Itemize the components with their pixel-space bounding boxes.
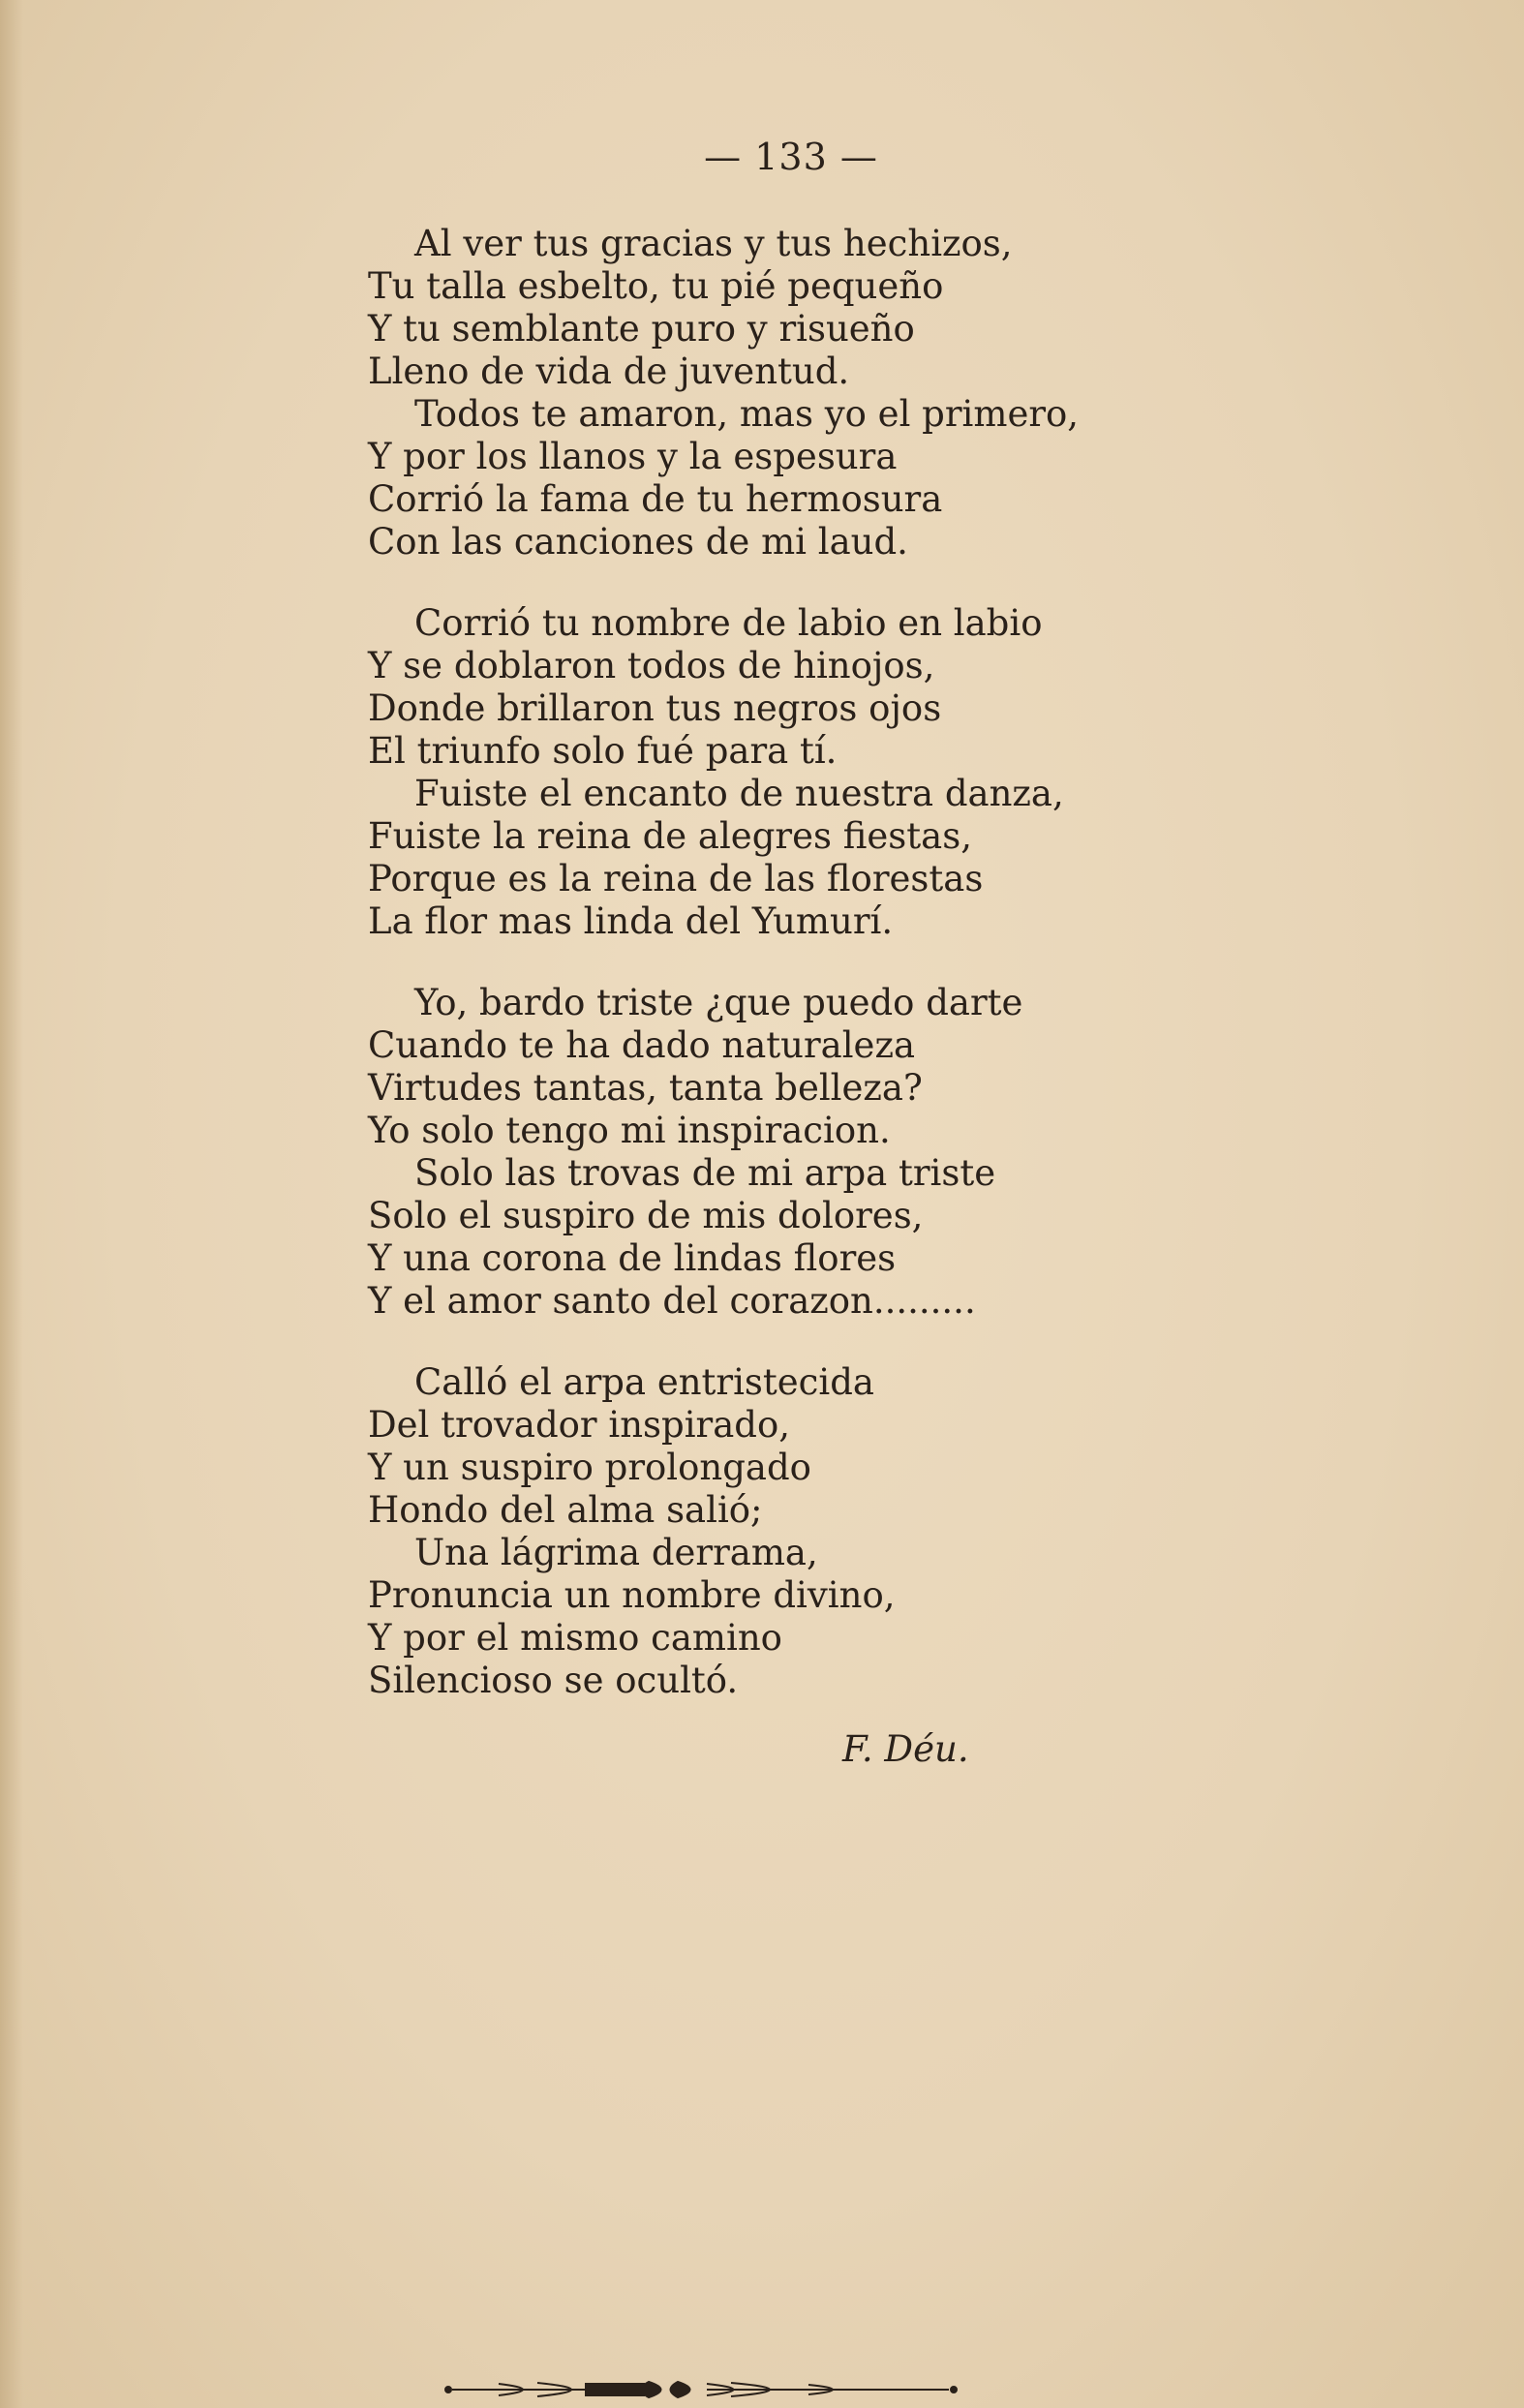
poem-line: Fuiste la reina de alegres fiestas, (368, 815, 972, 857)
poem-line: Y un suspiro prolongado (368, 1447, 811, 1488)
poem-line: Solo el suspiro de mis dolores, (368, 1195, 924, 1236)
stanza (368, 602, 1143, 943)
poem-line: Todos te amaron, mas yo el primero, (414, 393, 1080, 435)
author-signature: F. Déu. (842, 1728, 969, 1770)
poem-line: La flor mas linda del Yumurí. (368, 900, 894, 942)
poem-line: Lleno de vida de juventud. (368, 351, 850, 392)
poem-line: Silencioso se ocultó. (368, 1660, 739, 1701)
poem-line: Virtudes tantas, tanta belleza? (368, 1067, 923, 1109)
page-binding-shadow (0, 0, 23, 2408)
poem-line: Y tu semblante puro y risueño (368, 308, 915, 350)
poem-line: Yo, bardo triste ¿que puedo darte (414, 982, 1023, 1023)
poem-line: Con las canciones de mi laud. (368, 521, 908, 563)
poem-line: Corrió la fama de tu hermosura (368, 478, 943, 520)
poem-line: Y se doblaron todos de hinojos, (368, 645, 935, 686)
poem-line: El triunfo solo fué para tí. (368, 730, 838, 772)
page-number: — 133 — (704, 136, 878, 178)
stanza (368, 1361, 1143, 1702)
poem-line: Y una corona de lindas flores (368, 1237, 897, 1279)
stanza (368, 223, 1143, 564)
poem-line: Solo las trovas de mi arpa triste (414, 1152, 996, 1194)
poem-line: Corrió tu nombre de labio en labio (414, 602, 1043, 644)
decorative-divider-ornament (441, 2380, 963, 2399)
poem-line: Cuando te ha dado naturaleza (368, 1024, 916, 1066)
poem-line: Tu talla esbelto, tu pié pequeño (368, 265, 944, 307)
poem-line: Donde brillaron tus negros ojos (368, 687, 942, 729)
poem-line: Fuiste el encanto de nuestra danza, (414, 773, 1064, 814)
poem-line: Al ver tus gracias y tus hechizos, (414, 223, 1013, 264)
poem-line: Hondo del alma salió; (368, 1489, 763, 1531)
poem-line: Y por el mismo camino (368, 1617, 782, 1659)
poem-line: Porque es la reina de las florestas (368, 858, 984, 899)
poem-line: Y el amor santo del corazon......... (368, 1280, 976, 1322)
poem-line: Una lágrima derrama, (414, 1532, 818, 1573)
poem-line: Y por los llanos y la espesura (368, 436, 898, 477)
poem-line: Del trovador inspirado, (368, 1404, 790, 1446)
poem-line: Pronuncia un nombre divino, (368, 1574, 896, 1616)
poem-body (368, 223, 1143, 1741)
stanza (368, 982, 1143, 1323)
poem-line: Calló el arpa entristecida (414, 1361, 874, 1403)
poem-line: Yo solo tengo mi inspiracion. (368, 1110, 891, 1151)
